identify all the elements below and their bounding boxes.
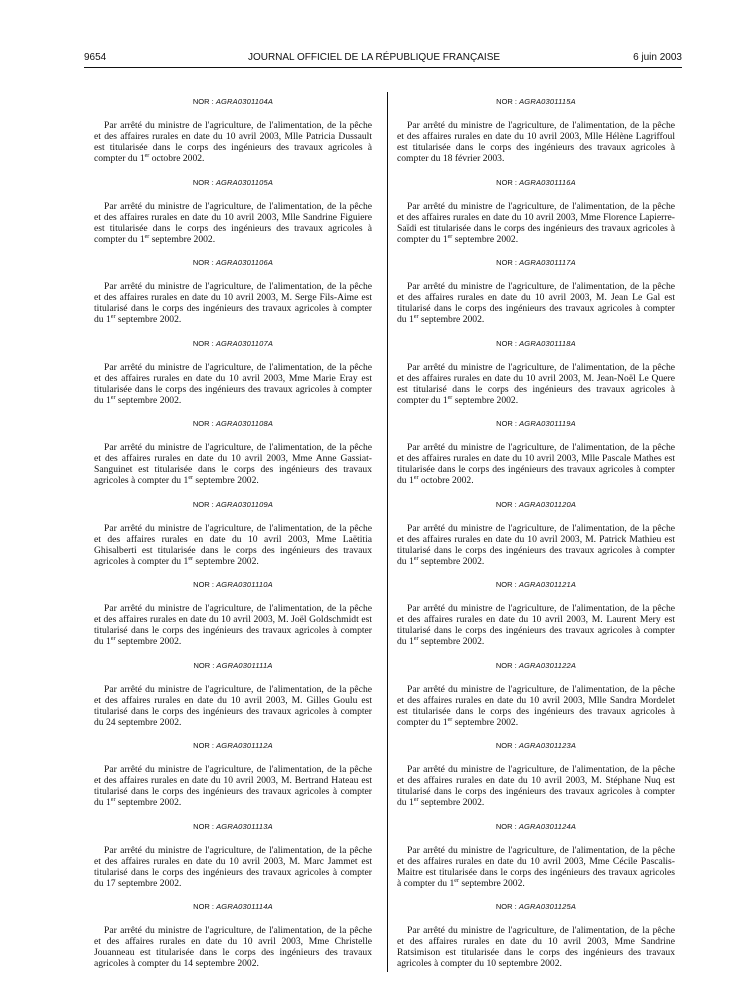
nor-reference xyxy=(397,178,675,188)
decree-text: Par arrêté du ministre de l'agriculture, de l'alimentation, de la pêche et des affaires rurales en date du 10 avril 2003, M. Patrick Mathieu est titularisé dans le corps des ingénieurs des travaux agricoles à compter du 1er septembre 2002. xyxy=(397,522,675,567)
nor-label: NOR : xyxy=(192,499,214,509)
decree-text: Par arrêté du ministre de l'agriculture, de l'alimentation, de la pêche et des affaires rurales en date du 10 avril 2003, M. Serge Fils-Aime est titularisé dans le corps des ingénieurs des travaux agricoles à compter du 1er septembre 2002. xyxy=(94,281,372,325)
nor-reference xyxy=(397,97,675,107)
nor-reference xyxy=(94,902,372,912)
ordinal-suffix: er xyxy=(110,635,116,642)
nor-reference xyxy=(94,822,372,832)
decree-text: Par arrêté du ministre de l'agriculture, de l'alimentation, de la pêche et des affaires rurales en date du 10 avril 2003, M. Marc Jammet est titularisé dans le corps des ingénieurs des travaux agricoles à compter du 17 septembre 2002. xyxy=(94,844,372,889)
decree-entry xyxy=(94,419,372,500)
nor-reference xyxy=(94,419,372,429)
decree-entry xyxy=(94,97,372,178)
nor-reference xyxy=(397,741,675,751)
nor-code: AGRA0301109A xyxy=(215,499,274,509)
nor-label: NOR : xyxy=(495,499,517,509)
nor-code: AGRA0301123A xyxy=(518,741,577,750)
decree-text: Par arrêté du ministre de l'agriculture, de l'alimentation, de la pêche et des affaires rurales en date du 10 avril 2003, M. Joël Goldschmidt est titularisé dans le corps des ingénieurs des travaux agricoles à compter du 1er septembre 2002. xyxy=(94,603,372,647)
decree-entry xyxy=(94,822,372,903)
nor-code: AGRA0301119A xyxy=(519,419,576,428)
nor-label: NOR : xyxy=(193,660,215,670)
decree-text: Par arrêté du ministre de l'agriculture, de l'alimentation, de la pêche et des affaires rurales en date du 10 avril 2003, Mme Laëtitia Ghisalberti est titularisée dans le corps des ingénieurs des travaux agricoles à compter du 1er septembre 2002. xyxy=(94,522,372,567)
nor-code: AGRA0301115A xyxy=(519,97,576,106)
nor-code: AGRA0301111A xyxy=(216,660,273,670)
decree-text: Par arrêté du ministre de l'agriculture, de l'alimentation, de la pêche et des affaires rurales en date du 10 avril 2003, Mme Christelle Jouanneau est titularisée dans le corps des ingénieurs des travaux agricoles à compter du 14 septembre 2002. xyxy=(94,925,372,969)
ordinal-suffix: er xyxy=(110,796,116,803)
decree-text: Par arrêté du ministre de l'agriculture, de l'alimentation, de la pêche et des affaires rurales en date du 10 avril 2003, M. Gilles Goulu est titularisé dans le corps des ingénieurs des travaux agricoles à compter du 24 septembre 2002. xyxy=(94,683,372,728)
decree-text: Par arrêté du ministre de l'agriculture, de l'alimentation, de la pêche et des affaires rurales en date du 10 avril 2003, Mlle Pascale Mathes est titularisée dans le corps des ingénieurs des travaux agricoles à compter du 1er octobre 2002. xyxy=(397,442,675,486)
decree-text: Par arrêté du ministre de l'agriculture, de l'alimentation, de la pêche et des affaires rurales en date du 10 avril 2003, M. Jean Le Gal est titularisé dans le corps des ingénieurs des travaux agricoles à compter du 1er septembre 2002. xyxy=(397,281,675,325)
decree-text: Par arrêté du ministre de l'agriculture, de l'alimentation, de la pêche et des affaires rurales en date du 10 avril 2003, M. Jean-Noël Le Quere est titularisé dans le corps des ingénieurs des travaux agricoles à compter du 1er septembre 2002. xyxy=(397,361,675,406)
nor-label: NOR : xyxy=(495,741,517,750)
nor-code: AGRA0301121A xyxy=(518,580,577,589)
nor-code: AGRA0301114A xyxy=(216,902,273,911)
nor-reference xyxy=(94,97,372,107)
decree-text: Par arrêté du ministre de l'agriculture, de l'alimentation, de la pêche et des affaires rurales en date du 10 avril 2003, Mme Florence Lapierre-Saïdi est titularisée dans le corps des ingénieurs des travaux agricoles à compter du 1er septembre 2002. xyxy=(397,200,675,245)
ordinal-suffix: er xyxy=(110,394,116,401)
page-number: 9654 xyxy=(84,52,107,63)
decree-entry xyxy=(94,339,372,420)
nor-code: AGRA0301112A xyxy=(216,741,273,750)
decree-entry xyxy=(397,902,675,983)
ordinal-suffix: er xyxy=(454,877,459,884)
nor-code: AGRA0301113A xyxy=(216,821,273,831)
nor-label: NOR : xyxy=(495,580,517,589)
decree-entry xyxy=(397,258,675,339)
decree-text: Par arrêté du ministre de l'agriculture, de l'alimentation, de la pêche et des affaires rurales en date du 10 avril 2003, Mme Anne Gassiat-Sanguinet est titularisée dans le corps des ingénieurs des travaux agricoles à compter du 1er septembre 2002. xyxy=(94,442,372,486)
header-rule xyxy=(84,67,682,68)
ordinal-suffix: er xyxy=(447,233,453,240)
nor-label: NOR : xyxy=(496,177,517,187)
decree-text: Par arrêté du ministre de l'agriculture, de l'alimentation, de la pêche et des affaires rurales en date du 10 avril 2003, Mme Sandrine Ratsimison est titularisée dans le corps des ingénieurs des travaux agricoles à compter du 10 septembre 2002. xyxy=(397,925,675,969)
nor-label: NOR : xyxy=(495,902,517,911)
nor-label: NOR : xyxy=(193,580,214,589)
nor-code: AGRA0301107A xyxy=(215,338,274,348)
ordinal-suffix: er xyxy=(413,796,419,803)
nor-code: AGRA0301108A xyxy=(215,419,274,428)
nor-code: AGRA0301116A xyxy=(519,177,576,187)
decree-text: Par arrêté du ministre de l'agriculture, de l'alimentation, de la pêche et des affaires rurales en date du 10 avril 2003, Mlle Sandrine Figuiere est titularisée dans le corps des ingénieurs des travaux agricoles à compter du 1er septembre 2002. xyxy=(94,200,372,245)
decree-text: Par arrêté du ministre de l'agriculture, de l'alimentation, de la pêche et des affaires rurales en date du 10 avril 2003, M. Laurent Mery est titularisé dans le corps des ingénieurs des travaux agricoles à compter du 1er septembre 2002. xyxy=(397,603,675,647)
nor-reference xyxy=(397,258,675,268)
nor-code: AGRA0301106A xyxy=(215,258,274,267)
decree-entry xyxy=(397,580,675,661)
issue-date: 6 juin 2003 xyxy=(633,52,682,63)
nor-code: AGRA0301124A xyxy=(518,821,577,831)
decree-entry xyxy=(397,419,675,500)
ordinal-suffix: er xyxy=(413,474,419,481)
nor-reference xyxy=(397,419,675,429)
decree-entry xyxy=(397,741,675,822)
decree-text: Par arrêté du ministre de l'agriculture, de l'alimentation, de la pêche et des affaires rurales en date du 10 avril 2003, Mlle Hélène Lagriffoul est titularisée dans le corps des ingénieurs des travaux agricoles à compter du 18 février 2003. xyxy=(397,120,675,164)
ordinal-suffix: er xyxy=(447,394,453,401)
ordinal-suffix: er xyxy=(447,716,453,723)
decree-text: Par arrêté du ministre de l'agriculture, de l'alimentation, de la pêche et des affaires rurales en date du 10 avril 2003, Mme Cécile Pascalis-Maitre est titularisée dans le corps des ingénieurs des travaux agricoles à compter du 1er septembre 2002. xyxy=(397,844,675,889)
nor-reference xyxy=(397,902,675,912)
nor-code: AGRA0301104A xyxy=(215,97,274,106)
nor-label: NOR : xyxy=(192,97,214,106)
nor-label: NOR : xyxy=(496,97,517,106)
nor-label: NOR : xyxy=(495,660,517,670)
nor-reference xyxy=(397,822,675,832)
decree-entry xyxy=(94,902,372,983)
left-column xyxy=(94,97,372,983)
nor-code: AGRA0301105A xyxy=(215,177,274,187)
nor-label: NOR : xyxy=(192,419,214,428)
column-divider xyxy=(387,92,388,972)
ordinal-suffix: er xyxy=(110,313,116,320)
nor-code: AGRA0301117A xyxy=(519,258,576,267)
nor-code: AGRA0301122A xyxy=(518,660,577,670)
decree-entry xyxy=(397,339,675,420)
nor-reference xyxy=(94,580,372,590)
nor-reference xyxy=(94,500,372,510)
decree-entry xyxy=(94,661,372,742)
nor-label: NOR : xyxy=(192,338,214,348)
ordinal-suffix: er xyxy=(413,635,419,642)
decree-entry xyxy=(397,661,675,742)
decree-entry xyxy=(397,500,675,581)
nor-code: AGRA0301110A xyxy=(216,580,273,589)
decree-entry xyxy=(94,580,372,661)
ordinal-suffix: er xyxy=(144,233,150,240)
decree-text: Par arrêté du ministre de l'agriculture, de l'alimentation, de la pêche et des affaires rurales en date du 10 avril 2003, M. Bertrand Hateau est titularisé dans le corps des ingénieurs des travaux agricoles à compter du 1er septembre 2002. xyxy=(94,764,372,808)
ordinal-suffix: er xyxy=(144,152,150,159)
nor-label: NOR : xyxy=(193,821,214,831)
nor-code: AGRA0301120A xyxy=(518,499,577,509)
decree-text: Par arrêté du ministre de l'agriculture, de l'alimentation, de la pêche et des affaires rurales en date du 10 avril 2003, M. Stéphane Nuq est titularisé dans le corps des ingénieurs des travaux agricoles à compter du 1er septembre 2002. xyxy=(397,764,675,808)
decree-text: Par arrêté du ministre de l'agriculture, de l'alimentation, de la pêche et des affaires rurales en date du 10 avril 2003, Mlle Patricia Dussault est titularisée dans le corps des ingénieurs des travaux agricoles à compter du 1er octobre 2002. xyxy=(94,120,372,164)
ordinal-suffix: er xyxy=(188,474,193,481)
nor-label: NOR : xyxy=(496,338,517,348)
nor-code: AGRA0301125A xyxy=(518,902,577,911)
decree-entry xyxy=(94,741,372,822)
right-column xyxy=(397,97,675,983)
decree-entry xyxy=(94,500,372,581)
decree-text: Par arrêté du ministre de l'agriculture, de l'alimentation, de la pêche et des affaires rurales en date du 10 avril 2003, Mme Marie Eray est titularisée dans le corps des ingénieurs des travaux agricoles à compter du 1er septembre 2002. xyxy=(94,361,372,406)
nor-reference xyxy=(94,258,372,268)
nor-label: NOR : xyxy=(192,177,214,187)
ordinal-suffix: er xyxy=(188,555,193,562)
decree-entry xyxy=(397,97,675,178)
decree-entry xyxy=(397,178,675,259)
nor-reference xyxy=(94,339,372,349)
nor-reference xyxy=(397,661,675,671)
nor-reference xyxy=(94,741,372,751)
decree-text: Par arrêté du ministre de l'agriculture, de l'alimentation, de la pêche et des affaires rurales en date du 10 avril 2003, Mlle Sandra Mordelet est titularisée dans le corps des ingénieurs des travaux agricoles à compter du 1er septembre 2002. xyxy=(397,683,675,728)
nor-label: NOR : xyxy=(496,419,517,428)
nor-label: NOR : xyxy=(193,741,214,750)
nor-reference xyxy=(94,178,372,188)
journal-title: JOURNAL OFFICIEL DE LA RÉPUBLIQUE FRANÇAISE xyxy=(247,52,501,63)
ordinal-suffix: er xyxy=(413,555,419,562)
nor-code: AGRA0301118A xyxy=(519,338,576,348)
decree-entry xyxy=(94,258,372,339)
nor-label: NOR : xyxy=(193,902,214,911)
nor-reference xyxy=(397,500,675,510)
nor-label: NOR : xyxy=(192,258,214,267)
nor-label: NOR : xyxy=(495,821,517,831)
decree-entry xyxy=(397,822,675,903)
nor-reference xyxy=(397,580,675,590)
ordinal-suffix: er xyxy=(413,313,419,320)
nor-label: NOR : xyxy=(496,258,517,267)
nor-reference xyxy=(94,661,372,671)
decree-entry xyxy=(94,178,372,259)
nor-reference xyxy=(397,339,675,349)
